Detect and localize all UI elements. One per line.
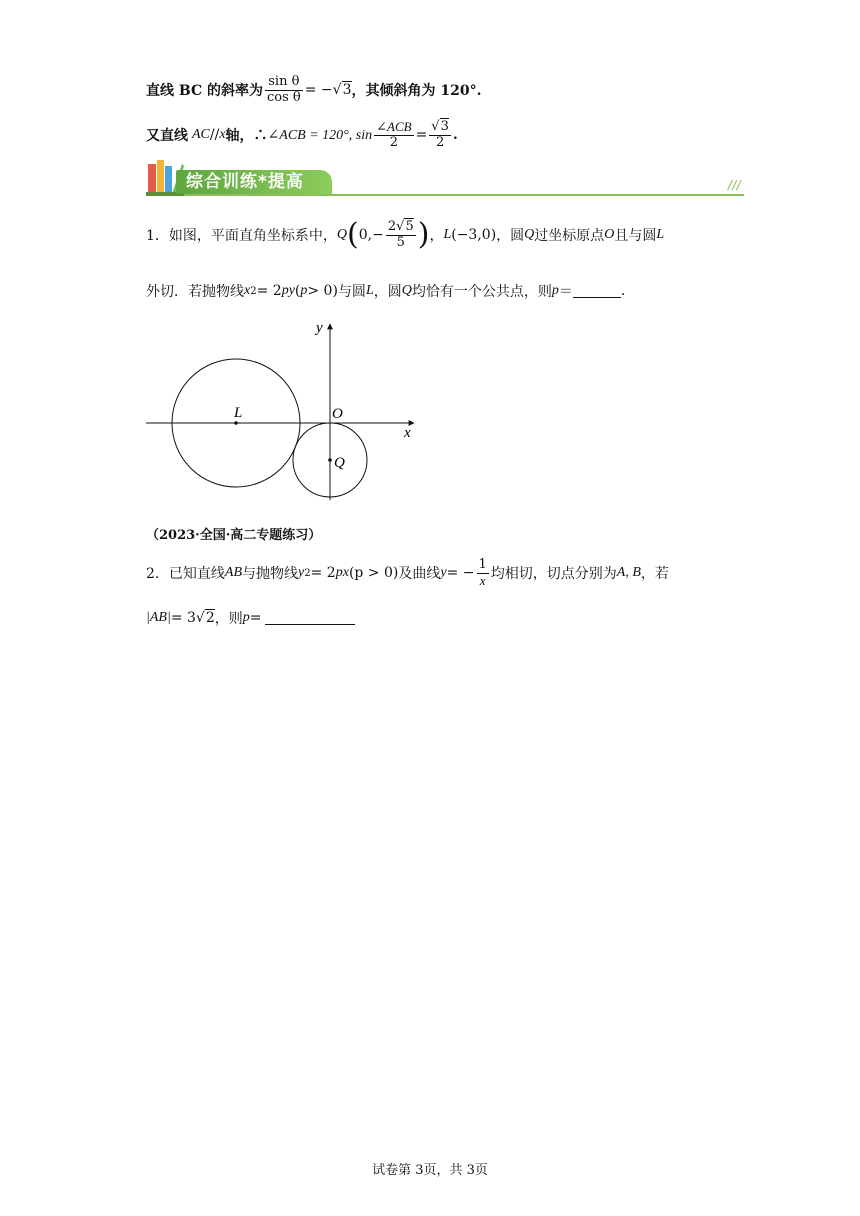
line2-axis: 轴，∴ [225, 128, 268, 144]
q1-text-c: 过坐标原点 [534, 228, 605, 244]
fraction-numerator: 1 [478, 556, 487, 572]
line2-angle: ∠ACB = 120°, sin [267, 127, 373, 143]
q1-L2: L [656, 227, 665, 242]
acb-half-fraction [374, 120, 413, 151]
banner-slashes: /// [728, 178, 742, 192]
fraction-denominator: 5 [396, 234, 405, 250]
q2-AB-pts: A, B [616, 565, 641, 580]
line2-prefix: 又直线 [146, 128, 188, 144]
q2-text-a: 已知直线 [168, 566, 225, 582]
fraction-numerator: 3 [440, 118, 449, 134]
line2-eq: = [415, 127, 428, 143]
q1-text-d: 且与圆 [614, 228, 657, 244]
line2-ac: AC [192, 127, 210, 142]
label-y: y [316, 320, 323, 336]
page-footer: 试卷第 3页，共 3页 [372, 1163, 488, 1178]
section-banner-title: 综合训练*提高 [176, 170, 332, 194]
fraction-numerator: sin θ [265, 75, 303, 91]
q2-text-e: ，若 [640, 566, 669, 582]
solution-line-1: 直线 BC 的斜率为 $\frac{\text{sin θ}}{\text{cos θ}}$ = − √3 ，其倾斜角为 120°. [146, 73, 482, 105]
q2-text-f: ，则 [214, 611, 243, 627]
answer-blank [265, 612, 355, 625]
q1-line2-b: 与圆 [337, 284, 366, 300]
q1-cond-gt: > 0) [307, 283, 338, 299]
line1-suffix: ，其倾斜角为 120°. [351, 83, 482, 99]
q1-L: L [443, 227, 452, 242]
question-1-line-1 [146, 212, 664, 258]
q1-py: py [281, 283, 295, 298]
q1-end: . [620, 283, 626, 299]
q2-y: y [298, 565, 305, 580]
q2-source: （2023·全国·高二专题练习） [146, 528, 322, 543]
q2-eq3: = 3 [170, 610, 196, 626]
center-Q-dot [328, 458, 332, 462]
q1-q-coord: 0,− [358, 227, 384, 243]
left-paren: ( [347, 217, 359, 252]
q2-sqrt: 2 [205, 610, 215, 626]
q2-px: px [335, 565, 349, 580]
q1-Q: Q [336, 227, 348, 242]
line1-prefix: 直线 BC 的斜率为 [146, 83, 263, 99]
one-over-x-fraction [477, 558, 489, 589]
center-L-dot [234, 421, 238, 425]
label-L: L [234, 405, 243, 421]
fraction-coef: 2 [387, 218, 397, 234]
q1-text-a: 如图，平面直角坐标系中， [168, 228, 337, 244]
q1-Q3: Q [401, 283, 412, 298]
line1-sqrt: 3 [342, 82, 352, 98]
circles-figure [140, 312, 430, 502]
q2-number: 2． [146, 566, 169, 582]
q2-text-b: 与抛物线 [242, 566, 299, 582]
q1-L3: L [365, 283, 374, 298]
q1-eq: = 2 [256, 283, 282, 299]
section-divider [146, 194, 744, 196]
q1-comma: ， [429, 228, 444, 244]
q1-text-b: ，圆 [496, 228, 525, 244]
right-paren: ) [417, 217, 430, 252]
solution-line-2 [146, 114, 458, 156]
question-2-line-2: |AB| = 3 √2 ，则 p = [146, 604, 355, 632]
q2-eq2: = − [446, 565, 475, 581]
fraction-sqrt: 5 [405, 218, 414, 234]
q1-line2-e: ＝ [558, 284, 573, 300]
q2-eq4: = [249, 610, 262, 626]
q1-exp: 2 [250, 285, 257, 297]
q2-AB: AB [224, 565, 243, 580]
q1-line2-d: 均恰有一个公共点，则 [411, 284, 552, 300]
q2-abs: |AB| [146, 610, 171, 625]
line2-end: . [452, 127, 458, 143]
fraction-denominator: 2 [435, 134, 445, 150]
q1-cond-open: ( [294, 283, 301, 299]
label-Q: Q [334, 455, 345, 471]
label-x: x [404, 425, 411, 441]
q2-text-c: 及曲线 [398, 566, 441, 582]
q1-Q2: Q [524, 227, 535, 242]
label-O: O [332, 406, 343, 422]
q1-line2-a: 外切．若抛物线 [146, 284, 244, 300]
q1-cond-p: p [300, 283, 308, 298]
sin-cos-fraction [265, 75, 303, 106]
fraction-denominator: 2 [389, 134, 398, 150]
q2-eq: = 2 [310, 565, 336, 581]
q1-O: O [604, 227, 615, 242]
question-1-line-2 [146, 278, 625, 304]
q1-number: 1． [146, 228, 169, 244]
line2-x: x [219, 127, 226, 142]
q2-y2: y [440, 565, 447, 580]
q1-p: p [551, 283, 559, 298]
q2-cond: (p > 0) [348, 565, 399, 581]
q1-line2-c: ，圆 [373, 284, 402, 300]
q2-p: p [242, 610, 250, 625]
q-coord-fraction: $\frac{2√5}{5}$ [387, 218, 414, 250]
question-2-line-1 [146, 552, 669, 594]
line2-parallel: // [209, 127, 220, 143]
q1-x2: x [244, 283, 251, 298]
sqrt3-half-fraction: $\frac{√3}{2}$ [431, 118, 449, 150]
q2-text-d: 均相切，切点分别为 [490, 566, 617, 582]
q2-exp: 2 [304, 567, 311, 579]
fraction-numerator: ∠ACB [376, 118, 412, 134]
answer-blank [573, 285, 621, 298]
q1-l-coord: (−3,0) [451, 227, 497, 243]
line1-eq: = − [304, 82, 333, 98]
fraction-denominator: cos θ [266, 89, 301, 105]
fraction-denominator: x [479, 572, 486, 588]
